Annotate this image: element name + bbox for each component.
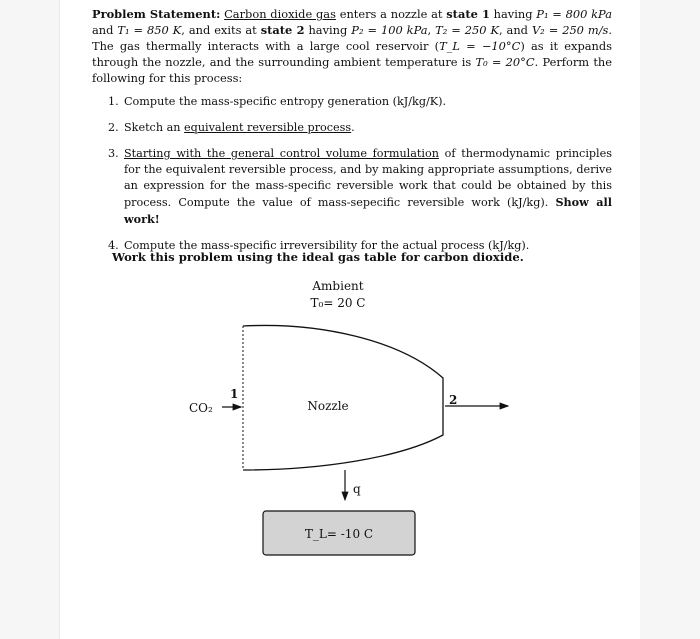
- heat-q-label: q: [353, 482, 361, 496]
- state2-bold: state 2: [260, 23, 305, 37]
- task-number: 2.: [108, 121, 119, 134]
- task-number: 4.: [108, 239, 119, 252]
- nozzle-label: Nozzle: [307, 399, 349, 413]
- task-link-reversible-process[interactable]: equivalent reversible process: [184, 121, 352, 134]
- statement-text: , and exits at: [181, 23, 261, 37]
- task-link-control-volume[interactable]: Starting with the general control volume formulation: [124, 147, 439, 160]
- statement-text: , and: [498, 23, 532, 37]
- task-text: Compute the mass-specific irreversibility for the actual process (kJ/kg).: [124, 239, 530, 252]
- instruction-line: Work this problem using the ideal gas table for carbon dioxide.: [112, 250, 524, 264]
- tl-value: T_L = −10°C: [439, 39, 521, 53]
- task-text: Sketch an: [124, 121, 185, 134]
- statement-heading: Problem Statement:: [92, 7, 221, 21]
- statement-text: ,: [427, 23, 436, 37]
- statement-text: . Perform the following for this process:: [92, 55, 612, 85]
- t0-value: T₀ = 20°C: [475, 55, 535, 69]
- statement-text: . The gas thermally interacts with a large cool reservoir (: [92, 23, 613, 53]
- state2-label: 2: [449, 393, 458, 407]
- task-number: 3.: [108, 147, 119, 160]
- t2-value: T₂ = 250 K: [435, 23, 499, 37]
- statement-text: having: [304, 23, 352, 37]
- p1-value: P₁ = 800 kPa: [536, 7, 613, 21]
- state1-bold: state 1: [446, 7, 490, 21]
- statement-text: ) as it expands through the nozzle, and the surrounding ambient temperature is: [92, 39, 613, 69]
- co2-label: CO₂: [189, 401, 213, 415]
- state1-label: 1: [230, 387, 239, 401]
- task-number: 1.: [108, 95, 119, 108]
- task-bold-show-work: Show all work!: [124, 195, 613, 226]
- nozzle-outline: [243, 325, 443, 470]
- ambient-label: Ambient: [312, 279, 364, 293]
- t1-value: T₁ = 850 K: [117, 23, 182, 37]
- task-text: .: [351, 121, 355, 134]
- statement-text: having: [489, 7, 537, 21]
- reservoir-temp-label: T_L= -10 C: [304, 527, 374, 541]
- task-text: of thermodynamic principles for the equivalent reversible process, and by making appropriate assumptions, derive an expression for the mass-specific reversible work that could be obtained by this process. Compute the value of mass-sepecific reversible work (kJ/kg).: [124, 147, 612, 209]
- statement-text: and: [92, 23, 118, 37]
- task-text: Compute the mass-specific entropy generation (kJ/kg/K).: [124, 95, 447, 108]
- v2-value: V₂ = 250 m/s: [531, 23, 609, 37]
- p2-value: P₂ = 100 kPa: [351, 23, 428, 37]
- statement-text: enters a nozzle at: [335, 7, 447, 21]
- statement-link-co2[interactable]: Carbon dioxide gas: [224, 7, 336, 21]
- ambient-temp-label: T₀= 20 C: [310, 296, 366, 310]
